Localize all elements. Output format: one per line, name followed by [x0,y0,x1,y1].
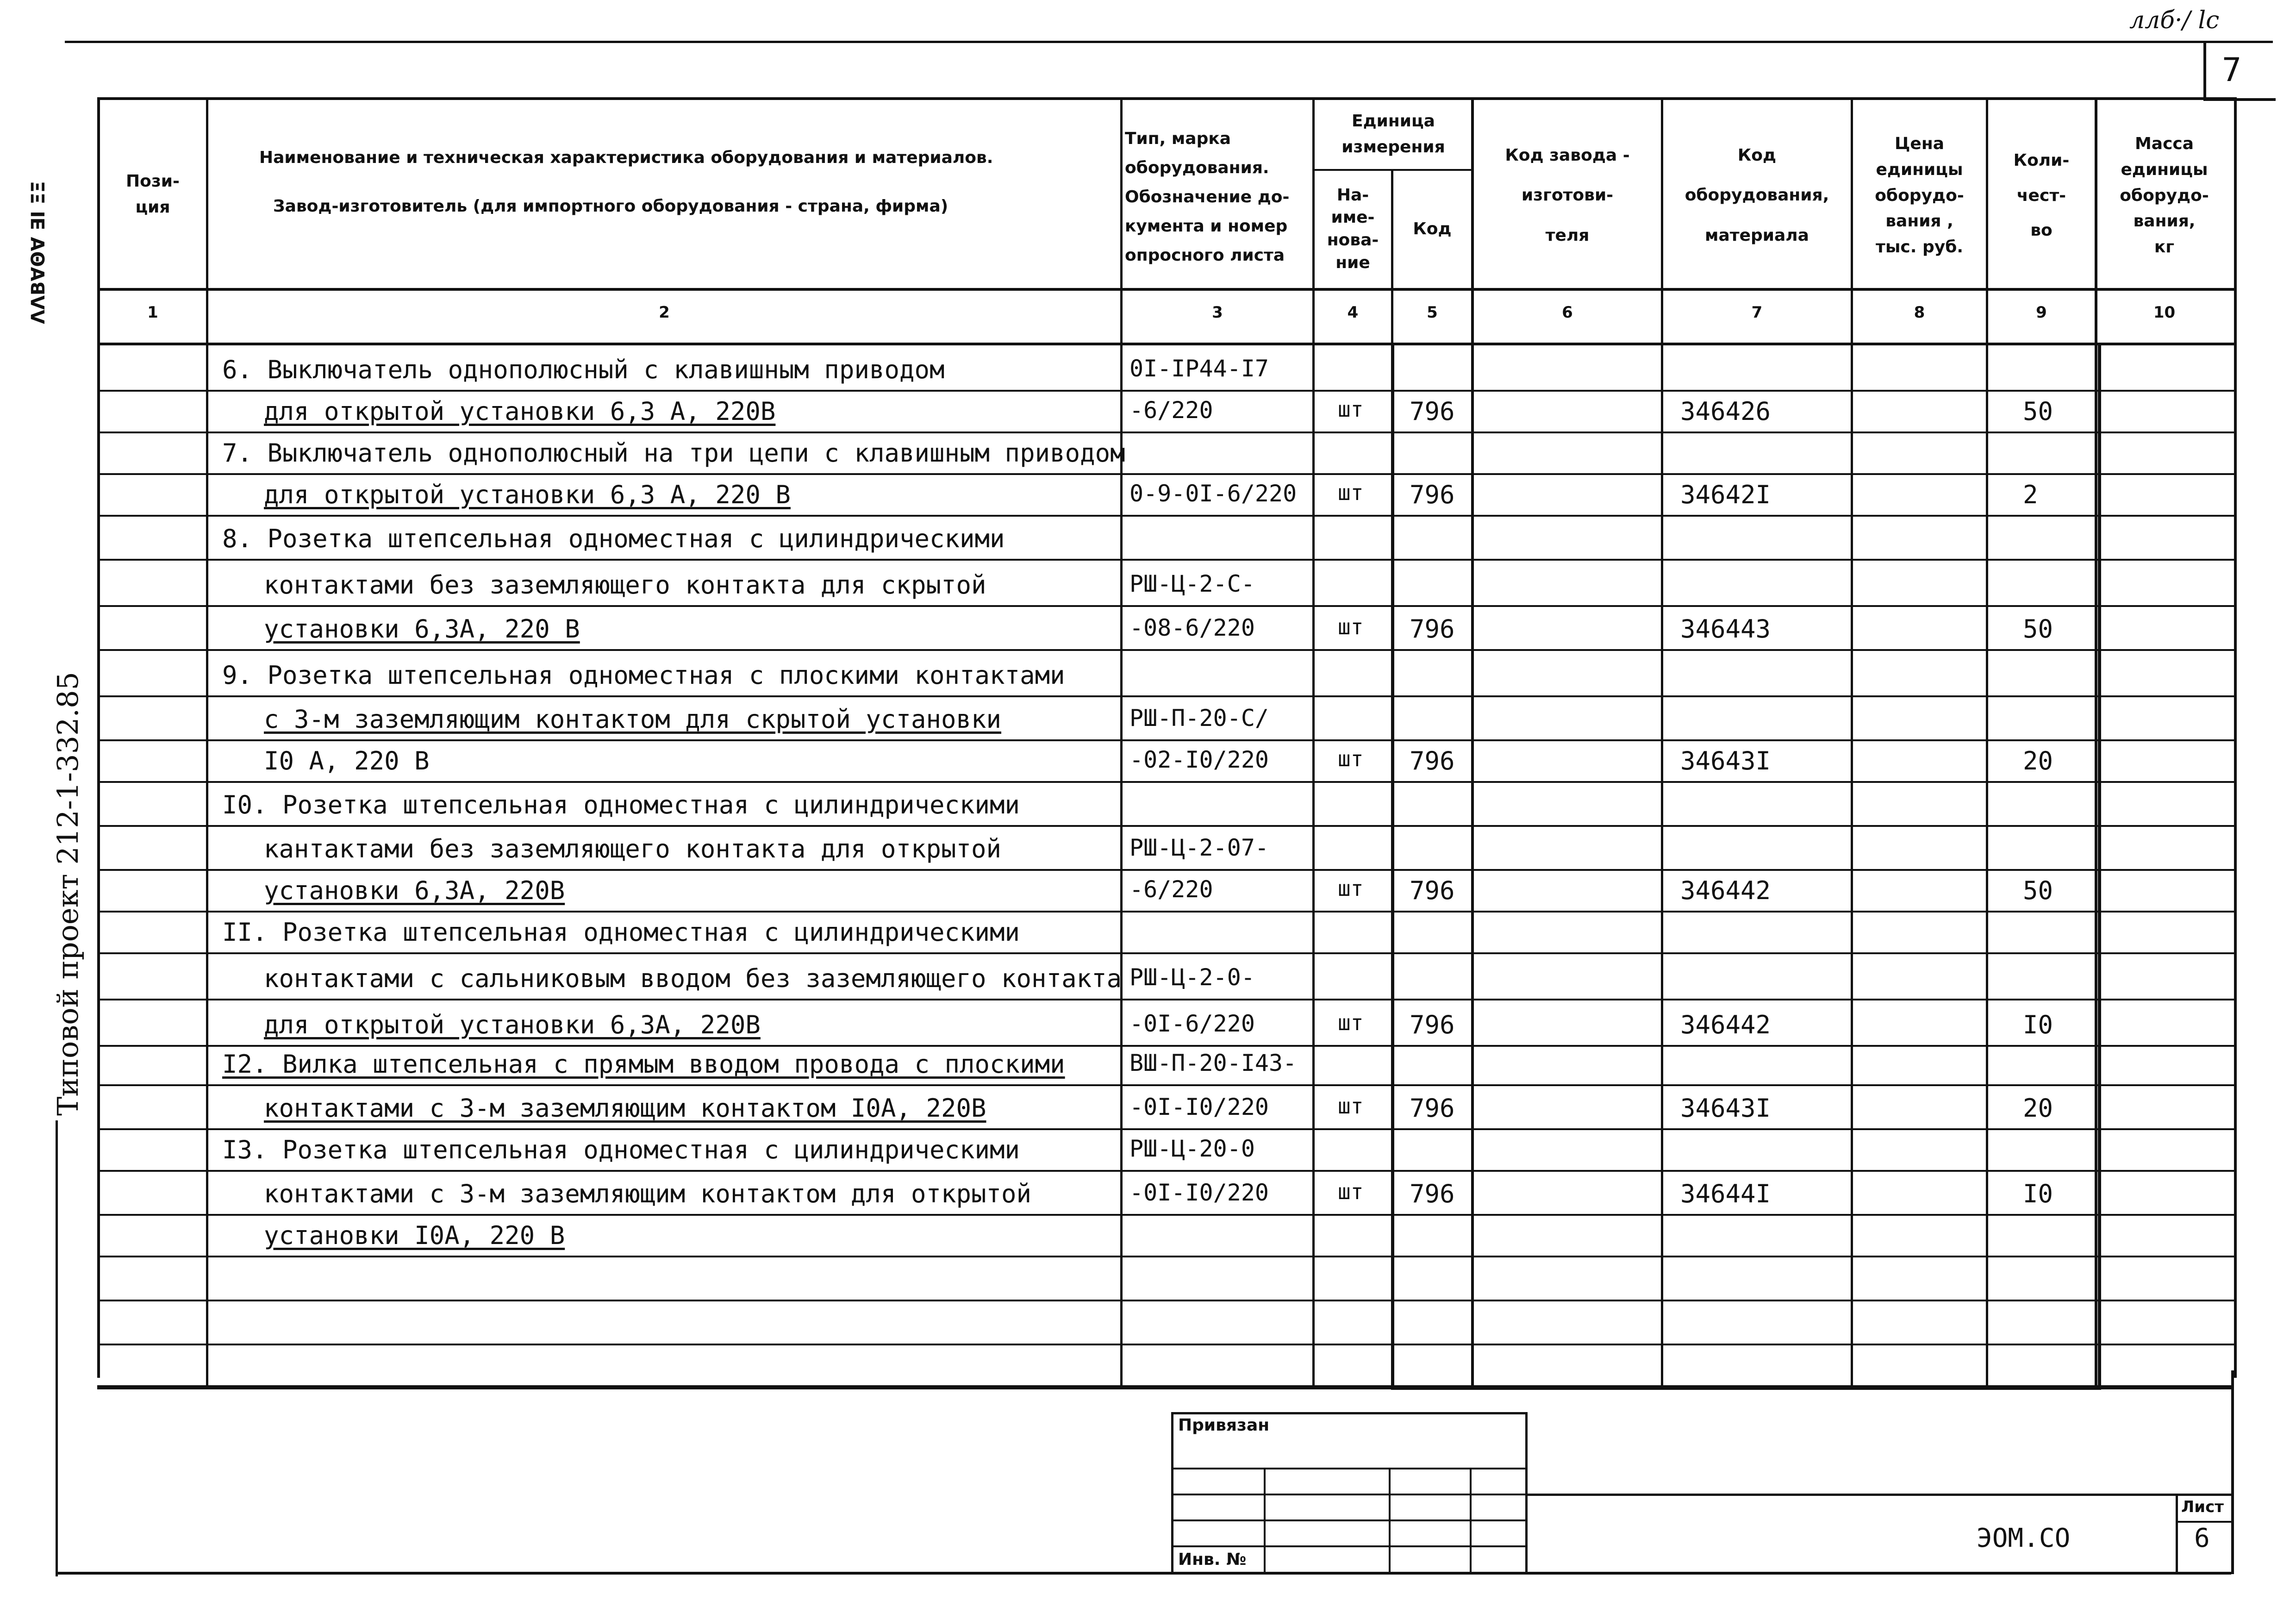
row-type: -6/220 [1129,876,1213,903]
row-equipment-code: 34642I [1680,480,1771,509]
row-unit: шт [1338,397,1364,422]
row-type: -02-I0/220 [1129,746,1269,773]
col-num-3: 3 [1212,303,1223,322]
row-unit: шт [1338,876,1364,901]
header-unit-code: Код [1413,219,1452,239]
table-row [0,1215,2296,1257]
row-type: -08-6/220 [1129,614,1255,641]
header-name-line1: Наименование и техническая характеристика оборудования и материалов. [259,148,993,167]
header-unit: Единица измерения [1341,112,1445,156]
row-name: 8. Розетка штепсельная одноместная с цилиндрическими [222,524,1005,553]
row-type: РШ-Ц-20-0 [1129,1135,1255,1162]
col-num-6: 6 [1562,303,1573,322]
row-equipment-code: 346443 [1680,614,1771,644]
row-quantity: 20 [2023,746,2053,775]
row-name: 9. Розетка штепсельная одноместная с плоскими контактами [222,661,1065,690]
row-equipment-code: 34643I [1680,1094,1771,1123]
header-quantity: Коли- чест- во [2013,151,2070,240]
corner-mark: 7 [2222,51,2242,89]
col-num-10: 10 [2153,303,2176,322]
table-row [0,1130,2296,1171]
table-row [0,912,2296,954]
row-type: РШ-Ц-2-С- [1129,570,1255,597]
table-row [0,650,2296,697]
header-name [208,102,1120,287]
stamp-doc-code: ЭОМ.СО [1977,1523,2071,1553]
row-quantity: I0 [2023,1179,2053,1208]
row-code: 796 [1410,480,1455,509]
stamp-sheet-label: Лист [2181,1498,2224,1516]
row-name: кантактами без заземляющего контакта для открытой [264,834,1002,863]
row-name: установки 6,3А, 220 В [264,614,580,644]
row-quantity: 20 [2023,1094,2053,1123]
table-row [0,345,2296,391]
row-name: 7. Выключатель однополюсный на три цепи с клавишным приводом [222,438,1125,468]
row-type: РШ-Ц-2-07- [1129,834,1269,861]
row-quantity: 2 [2023,480,2038,509]
table-row [0,1257,2296,1301]
row-name: для открытой установки 6,3А, 220В [264,1010,761,1039]
table-row [0,560,2296,606]
row-equipment-code: 346426 [1680,397,1771,426]
row-name: для открытой установки 6,3 А, 220В [264,397,776,426]
row-name: II. Розетка штепсельная одноместная с цилиндрическими [222,918,1020,947]
table-row [0,1086,2296,1130]
row-type: 0I-IP44-I7 [1129,355,1269,382]
col-num-8: 8 [1914,303,1925,322]
row-code: 796 [1410,1094,1455,1123]
row-name: I3. Розетка штепсельная одноместная с цилиндрическими [222,1135,1020,1164]
row-type: 0-9-0I-6/220 [1129,480,1297,507]
row-name: для открытой установки 6,3 А, 220 В [264,480,791,509]
row-quantity: 50 [2023,397,2053,426]
row-code: 796 [1410,876,1455,905]
table-row [0,954,2296,1000]
header-position: Пози- ция [126,172,180,217]
row-name: I0 А, 220 В [264,746,430,775]
row-type: -6/220 [1129,397,1213,424]
top-scribble: ллб·/ lс [2129,6,2220,34]
top-rule [65,41,2273,43]
header-name-line2: Завод-изготовитель (для импортного оборудования - страна, фирма) [273,197,948,216]
row-code: 796 [1410,397,1455,426]
table-row [0,1171,2296,1215]
header-factory-code: Код завода - изготови- теля [1505,145,1630,245]
row-unit: шт [1338,1179,1364,1204]
table-row [0,516,2296,560]
row-type: -0I-I0/220 [1129,1179,1269,1206]
row-code: 796 [1410,746,1455,775]
row-name: I2. Вилка штепсельная с прямым вводом провода с плоскими [222,1050,1065,1079]
col-num-9: 9 [2036,303,2047,322]
table-row [0,782,2296,826]
table-row [0,1345,2296,1387]
row-name: I0. Розетка штепсельная одноместная с цилиндрическими [222,790,1020,819]
side-text-top: ΛΛΒ∀Θ∀ ∃Ι ΞΞ [28,181,49,324]
table-row [0,391,2296,433]
row-name: с 3-м заземляющим контактом для скрытой установки [264,705,1002,734]
header-equipment-code: Код оборудования, материала [1685,145,1829,245]
header-type: Тип, марка оборудования. Обозначение до- кумента и номер опросного листа [1125,129,1290,265]
col-num-4: 4 [1347,303,1359,322]
row-name: контактами с сальниковым вводом без заземляющего контакта [264,964,1122,993]
row-quantity: 50 [2023,876,2053,905]
row-code: 796 [1410,1179,1455,1208]
col-num-5: 5 [1427,303,1438,322]
header-price: Цена единицы оборудо- вания , тыс. руб. [1875,134,1964,257]
table-row [0,433,2296,475]
table-row [0,1000,2296,1046]
row-type: -0I-I0/220 [1129,1094,1269,1120]
row-type: -0I-6/220 [1129,1010,1255,1037]
row-equipment-code: 346442 [1680,876,1771,905]
row-code: 796 [1410,1010,1455,1039]
header-mass: Масса единицы оборудо- вания, кг [2120,134,2209,257]
stamp-sheet-number: 6 [2194,1523,2210,1553]
table-row [0,606,2296,650]
row-type: РШ-П-20-С/ [1129,705,1269,731]
stamp-attached-label: Привязан [1178,1416,1270,1435]
row-unit: шт [1338,746,1364,771]
table-row [0,1301,2296,1345]
table-row [0,697,2296,741]
row-unit: шт [1338,480,1364,505]
row-equipment-code: 34643I [1680,746,1771,775]
row-name: установки I0А, 220 В [264,1221,565,1250]
table-row [0,475,2296,516]
col-num-2: 2 [659,303,670,322]
row-name: 6. Выключатель однополюсный с клавишным приводом [222,355,945,384]
row-equipment-code: 34644I [1680,1179,1771,1208]
row-type: РШ-Ц-2-0- [1129,964,1255,991]
row-unit: шт [1338,1094,1364,1119]
row-name: контактами с 3-м заземляющим контактом I0А, 220В [264,1094,986,1123]
row-name: контактами с 3-м заземляющим контактом для открытой [264,1179,1032,1208]
row-equipment-code: 346442 [1680,1010,1771,1039]
table-row [0,870,2296,912]
header-unit-name: На- име- нова- ние [1327,185,1379,272]
stamp-inv-label: Инв. № [1178,1550,1247,1569]
side-text: Типовой проект 212-1-332.85 [51,671,85,1116]
row-name: установки 6,3А, 220В [264,876,565,905]
table-row [0,1046,2296,1086]
table-row [0,741,2296,782]
col-num-7: 7 [1751,303,1763,322]
row-quantity: I0 [2023,1010,2053,1039]
row-quantity: 50 [2023,614,2053,644]
table-row [0,826,2296,870]
row-type: ВШ-П-20-I43- [1129,1050,1297,1076]
col-num-1: 1 [147,303,158,322]
row-name: контактами без заземляющего контакта для скрытой [264,570,986,600]
row-code: 796 [1410,614,1455,644]
row-unit: шт [1338,614,1364,639]
row-unit: шт [1338,1010,1364,1035]
